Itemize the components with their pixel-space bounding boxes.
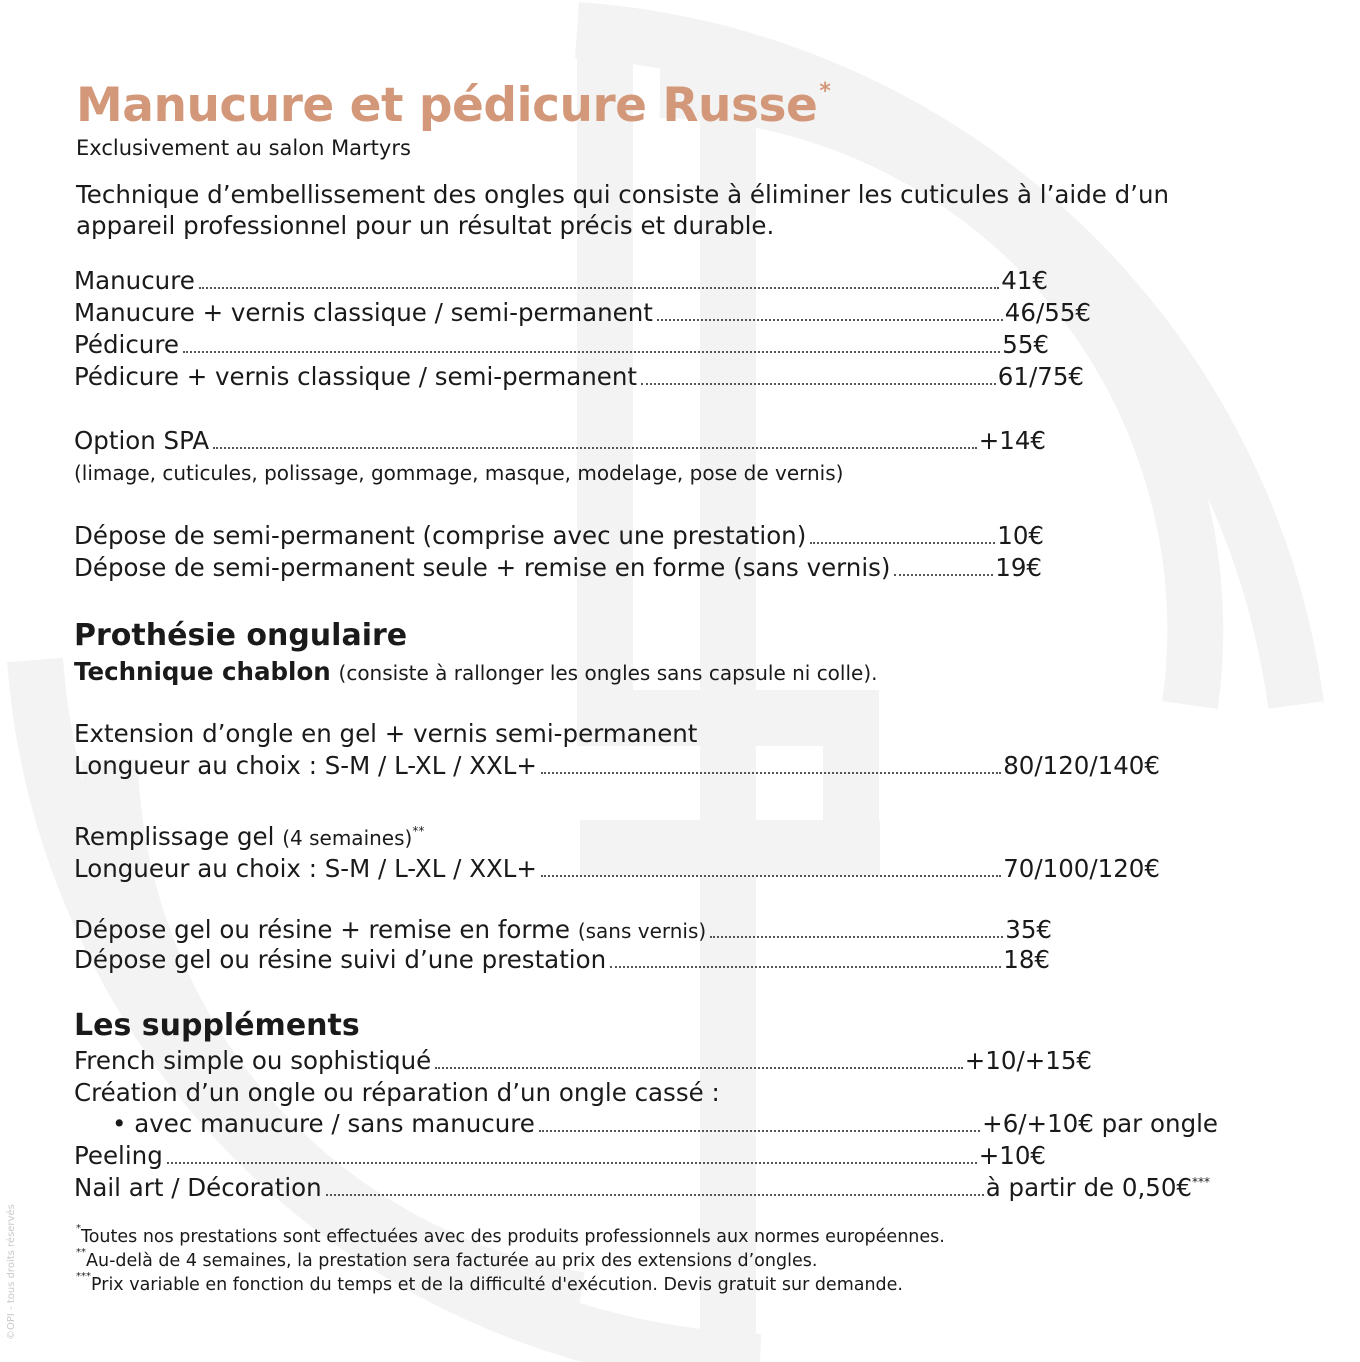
- price-row-depose-semi: Dépose de semi-permanent (comprise avec une prestation) 10€: [74, 521, 1044, 550]
- technique-line: Technique chablon (consiste à rallonger les ongles sans capsule ni colle).: [74, 657, 878, 686]
- price-row-peeling: Peeling +10€: [74, 1141, 1046, 1170]
- price-row-creation: • avec manucure / sans manucure +6/+10€ par ongle: [112, 1109, 1218, 1138]
- page-subtitle: Exclusivement au salon Martyrs: [76, 136, 411, 160]
- page-title: Manucure et pédicure Russe*: [76, 78, 831, 133]
- footnote-1: *Toutes nos prestations sont effectuées avec des produits professionnels aux normes européennes.: [76, 1223, 945, 1247]
- price-row-manucure-vernis: Manucure + vernis classique / semi-permanent 46/55€: [74, 298, 1091, 327]
- price-row-remplissage: Longueur au choix : S-M / L-XL / XXL+ 70/100/120€: [74, 854, 1160, 883]
- section-heading-supplements: Les suppléments: [74, 1008, 360, 1043]
- footnote-3: ***Prix variable en fonction du temps et de la difficulté d'exécution. Devis gratuit sur demande.: [76, 1271, 903, 1295]
- intro-text: Technique d’embellissement des ongles qui consiste à éliminer les cuticules à l’aide d’un appareil professionnel pour un résultat précis et durable.: [76, 180, 1170, 240]
- price-row-depose-gel-remise: Dépose gel ou résine + remise en forme (sans vernis) 35€: [74, 915, 1052, 944]
- copyright-notice: ©OPI - tous droits réservés: [6, 1204, 17, 1340]
- price-row-depose-gel-prestation: Dépose gel ou résine suivi d’une prestation 18€: [74, 945, 1050, 974]
- price-row-french: French simple ou sophistiqué +10/+15€: [74, 1046, 1092, 1075]
- price-row-option-spa: Option SPA +14€: [74, 426, 1046, 455]
- footnote-2: **Au-delà de 4 semaines, la prestation sera facturée au prix des extensions d’ongles.: [76, 1247, 818, 1271]
- price-row-depose-semi-seule: Dépose de semi-permanent seule + remise en forme (sans vernis) 19€: [74, 553, 1042, 582]
- price-row-pedicure: Pédicure 55€: [74, 330, 1049, 359]
- price-row-nail-art: Nail art / Décoration à partir de 0,50€***: [74, 1173, 1210, 1202]
- price-row-manucure: Manucure 41€: [74, 266, 1048, 295]
- title-footnote-mark: *: [819, 79, 831, 105]
- price-row-extension: Longueur au choix : S-M / L-XL / XXL+ 80/120/140€: [74, 751, 1160, 780]
- section-heading-prothesie: Prothésie ongulaire: [74, 618, 408, 653]
- remplissage-title: Remplissage gel (4 semaines)**: [74, 822, 425, 851]
- creation-title: Création d’un ongle ou réparation d’un ongle cassé :: [74, 1078, 720, 1107]
- price-row-pedicure-vernis: Pédicure + vernis classique / semi-permanent 61/75€: [74, 362, 1084, 391]
- extension-title: Extension d’ongle en gel + vernis semi-permanent: [74, 719, 698, 748]
- spa-note: (limage, cuticules, polissage, gommage, masque, modelage, pose de vernis): [74, 461, 844, 485]
